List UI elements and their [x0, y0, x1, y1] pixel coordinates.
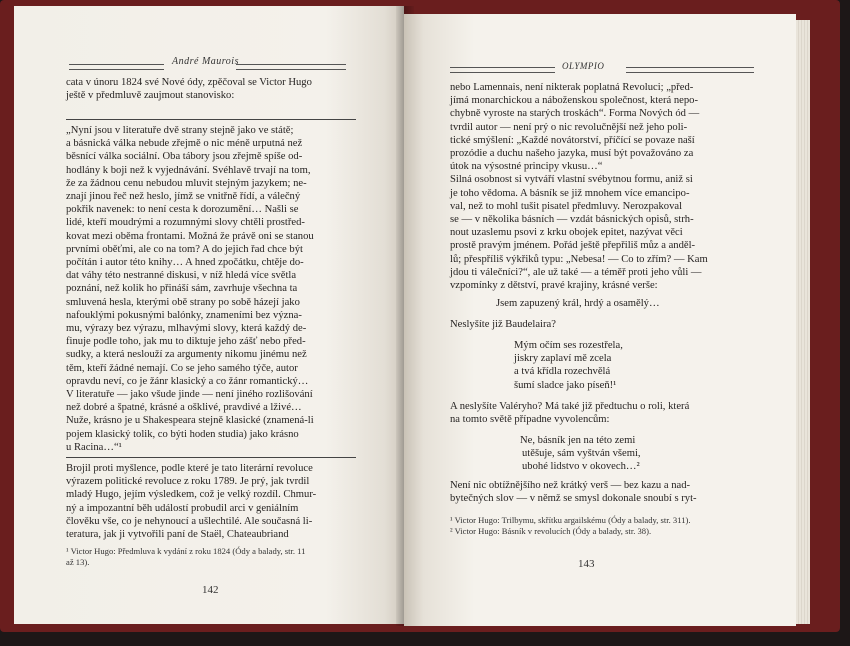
text-line: útok na výsostné principy vkusu…“ [450, 161, 603, 173]
verse-line: jiskry zaplaví mě zcela [514, 353, 612, 365]
text-line: smluvená hesla, kterými obě strany po sobě házejí jako [66, 296, 300, 308]
left-page [14, 6, 404, 624]
verse-stanza [520, 434, 641, 474]
footnote-line: ¹ Victor Hugo: Předmluva k vydání z roku 1824 (Ódy a balady, str. 11 [66, 546, 306, 556]
text-line: znají jinou řeč než heslo, jímž se vnitřně řídí, a válečný [66, 191, 301, 203]
text-line: A neslyšíte Valéryho? Má také již předtuchu o roli, která [450, 401, 690, 412]
text-line: mu, výrazy bez výrazu, mlhavými slovy, která každý de- [66, 323, 307, 335]
text-line: opravdu neví, co je žánr klasický a co žánr romantický… [66, 375, 309, 387]
text-line: cata v únoru 1824 své Nové ódy, zpěčoval se Victor Hugo [66, 77, 312, 88]
text-line: a básnická válka nebude zřejmě o nic méně urputná než [66, 138, 303, 150]
text-line: výrazem politické revoluce z roku 1789. Je prý, jak tvrdil [66, 476, 310, 488]
running-head-left: André Maurois [172, 56, 239, 67]
text-line: je toho vědoma. A básník se již mnohem více emancipo- [450, 187, 690, 199]
text-line: finuje podle toho, jak mu to diktuje jeho zášť nebo před- [66, 336, 306, 348]
page-number-left: 142 [202, 584, 219, 596]
text-line: těm, kteří žádné nemají. Co se jeho samého týče, autor [66, 362, 298, 374]
text-line: V literatuře — jako všude jinde — není jiného rozlišování [66, 389, 313, 401]
text-line: mladý Hugo, jejím výsledkem, což je velký rozdíl. Chmur- [66, 489, 317, 501]
text-line: prostě pravým jménem. Pořád ještě přepřiliš můz a anděl- [450, 240, 696, 252]
quote-block [66, 124, 356, 454]
text-line: ještě v předmluvě zaujmout stanovisko: [66, 90, 235, 102]
text-line: počítán i autor této knihy… A hned zpočátku, chtěje do- [66, 257, 304, 269]
page-number-right: 143 [578, 558, 595, 570]
text-line: nebo Lamennais, není nikterak poplatná Revoluci; „před- [450, 82, 694, 93]
text-line: kovat mezi oběma frontami. Možná že právě oni se stanou [66, 230, 314, 242]
text-line: se — v několika básních — vzdát básnických opisů, strh- [450, 214, 694, 226]
text-line: člověku vše, co je nehynoucí a ušlechtilé. Ale současná li- [66, 515, 313, 527]
intro-paragraph [66, 76, 356, 102]
body-paragraph [450, 479, 754, 505]
text-line: nafouklými pokusnými balónky, znameními bez význa- [66, 309, 302, 321]
text-line: chybně vyroste na starých troskách“. Forma Nových ód — [450, 108, 700, 120]
text-line: sudky, a která neslouží za argumenty nikomu jinému než [66, 349, 307, 361]
text-line: běsnící válka sociální. Oba tábory jsou zřejmě spíše od- [66, 151, 303, 163]
text-line: Není nic obtížnějšího než krátký verš — bez kazu a nad- [450, 480, 691, 491]
divider [66, 119, 356, 120]
text-line: dat váhy této nestranné diskusi, v níž hledá více světla [66, 270, 297, 282]
text-line: lů; přespříliš výkřiků typu: „Nebesa! — Co to zřím? — Kam [450, 253, 708, 265]
text-line: tické smýšlení: „Každé novátorství, příčící se povaze naší [450, 134, 695, 146]
verse-line: a tvá křídla rozechvělá [514, 366, 611, 378]
verse-line: Ne, básník jen na této zemi [520, 435, 636, 446]
right-page [404, 14, 796, 626]
running-head-rule [450, 67, 555, 73]
question-line: Neslyšíte již Baudelaira? [450, 319, 556, 330]
text-line: pojem klasický tolik, co býti hoden studia) jako krásno [66, 428, 299, 440]
verse-line: Mým očím ses rozestřela, [514, 340, 623, 351]
text-line: prozódie a duchu našeho jazyka, musí být považováno za [450, 148, 694, 160]
verse-line: ubohé lidstvo v okovech…² [522, 461, 640, 473]
body-paragraph [450, 81, 754, 292]
text-line: hodlány k boji než k vyjednávání. Svéhlavě trvají na tom, [66, 164, 311, 176]
text-line: prvními oběťmi, ale co na tom? A do jejich řad chce být [66, 243, 303, 255]
running-head-rule [69, 64, 164, 70]
body-paragraph [450, 400, 754, 426]
body-paragraph [66, 462, 356, 541]
text-line: tvrdil autor — není prý o nic revolučnější než jeho poli- [450, 121, 688, 133]
text-line: jímá monarchickou a náboženskou společnost, která nepo- [450, 95, 698, 107]
text-line: Brojil proti myšlence, podle které je tato literární revoluce [66, 463, 313, 474]
text-line: Nuže, krásno je u Shakespeara stejně klasické (znamená-li [66, 415, 314, 427]
text-line: že za žádnou cenu nebudou mluvit stejným jazykem; ne- [66, 177, 307, 189]
verse-line: šumí sladce jako píseň!¹ [514, 379, 617, 391]
text-line: ný a impozantní běh událostí probudil arci v geniálním [66, 502, 299, 514]
running-head-rule [626, 67, 754, 73]
text-line: lidé, kteří moudrými a rozumnými slovy chtěli prostřed- [66, 217, 305, 229]
text-line: vzpomínky z dětství, pravé krajiny, krásné verše: [450, 280, 658, 292]
text-line: jdou ti válečníci?“, ale už také — a téměř proti jeho vůli — [450, 266, 702, 278]
text-line: Silná osobnost si vytváří vlastní svébytnou formu, aniž si [450, 174, 693, 186]
text-line: pokřik navenek: to není cesta k dorozumění… Našli se [66, 204, 299, 216]
footnote-line: až 13). [66, 557, 90, 567]
text-line: teratura, jak ji vytvořili paní de Staël, Chateaubriand [66, 529, 289, 541]
text-line: val, než to mohl tušit pisatel předmluvy. Nerozpakoval [450, 200, 683, 212]
text-line: „Nyní jsou v literatuře dvě strany stejně jako ve státě; [66, 125, 294, 136]
footnote-line: ² Victor Hugo: Básník v revolucích (Ódy a balady, str. 38). [450, 526, 652, 536]
text-line: než dobré a špatné, krásné a ošklivé, pravdivé a lživé… [66, 402, 302, 414]
text-line: na tomto světě případne vyvolencům: [450, 414, 610, 426]
footnote [66, 546, 356, 568]
text-line: poznání, než kolik ho přináší sám, zavrhuje všechna ta [66, 283, 298, 295]
running-head-right: OLYMPIO [562, 61, 605, 71]
verse-line: utěšuje, sám vyštván všemi, [522, 448, 641, 460]
running-head-rule [236, 64, 346, 70]
divider [66, 457, 356, 458]
footnote [450, 515, 760, 537]
verse-stanza [514, 339, 623, 392]
footnote-line: ¹ Victor Hugo: Trilbymu, skřítku argailskému (Ódy a balady, str. 311). [450, 515, 691, 525]
verse-line: Jsem zapuzený král, hrdý a osamělý… [496, 298, 660, 309]
text-line: u Racina…“¹ [66, 441, 122, 453]
text-line: bytečných slov — v němž se smysl dokonale snoubí s ryt- [450, 493, 697, 505]
text-line: nout uzaslemu psovi z krku obojek epitet, nazývat věci [450, 227, 683, 239]
page-edges [796, 20, 810, 624]
